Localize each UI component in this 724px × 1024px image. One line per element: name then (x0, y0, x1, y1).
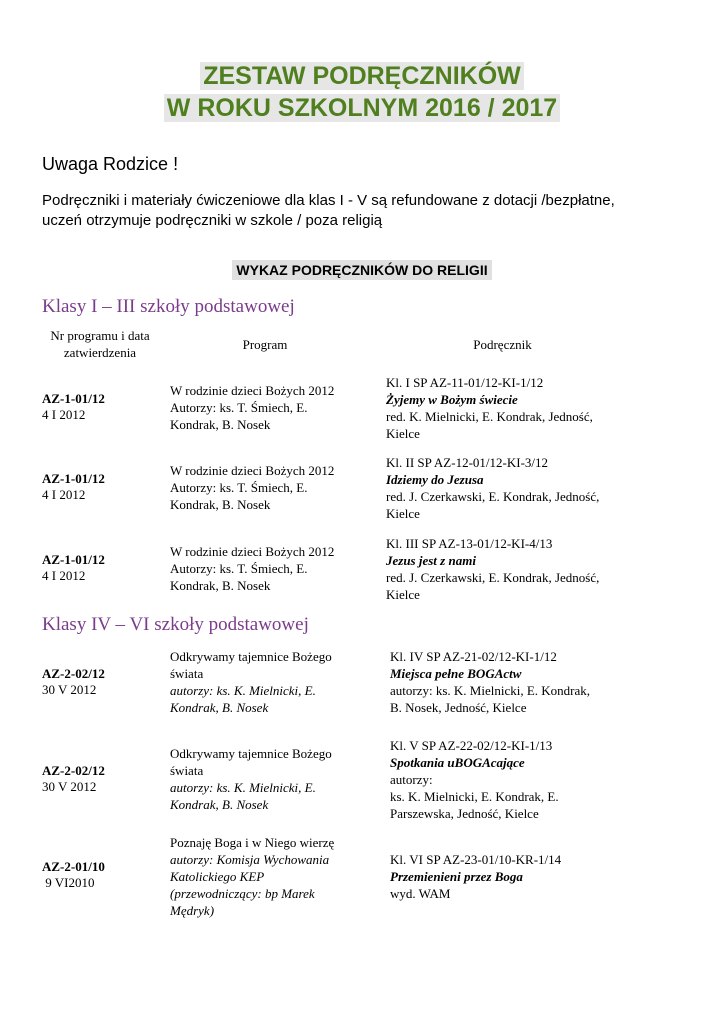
notice-line: uczeń otrzymuje podręczniki w szkole / poza religią (42, 212, 383, 229)
program-number: AZ-2-01/10 9 VI2010 (42, 859, 105, 890)
textbook-cell: Kl. I SP AZ-11-01/12-KI-1/12 Żyjemy w Bożym świecie red. K. Mielnicki, E. Kondrak, Jedność, Kielce (386, 375, 593, 441)
list-title: WYKAZ PODRĘCZNIKÓW DO RELIGII (0, 262, 724, 278)
header-textbook: Podręcznik (473, 337, 532, 352)
program-cell: W rodzinie dzieci Bożych 2012 Autorzy: ks. T. Śmiech, E. Kondrak, B. Nosek (170, 544, 335, 593)
notice-heading: Uwaga Rodzice ! (42, 154, 179, 174)
header-program-number: Nr programu i data zatwierdzenia (50, 328, 150, 360)
program-number: AZ-1-01/12 4 I 2012 (42, 391, 105, 422)
textbook-cell: Kl. VI SP AZ-23-01/10-KR-1/14 Przemienieni przez Boga wyd. WAM (390, 852, 562, 901)
notice-body (42, 191, 712, 231)
textbook-cell: Kl. IV SP AZ-21-02/12-KI-1/12 Miejsca pełne BOGActw autorzy: ks. K. Mielnicki, E. Kondrak, B. Nosek, Jedność, Kielce (390, 649, 591, 715)
notice-line: Podręczniki i materiały ćwiczeniowe dla klas I - V są refundowane z dotacji /bezpłatne, (42, 192, 615, 209)
program-cell: W rodzinie dzieci Bożych 2012 Autorzy: ks. T. Śmiech, E. Kondrak, B. Nosek (170, 383, 335, 432)
section-title-1-3: Klasy I – III szkoły podstawowej (42, 296, 295, 317)
section-title-4-6: Klasy IV – VI szkoły podstawowej (42, 614, 309, 635)
textbook-cell: Kl. III SP AZ-13-01/12-KI-4/13 Jezus jest z nami red. J. Czerkawski, E. Kondrak, Jedność, Kielce (386, 536, 600, 602)
program-number: AZ-1-01/12 4 I 2012 (42, 552, 105, 583)
title-line-2: W ROKU SZKOLNYM 2016 / 2017 (0, 92, 724, 124)
title-line-1: ZESTAW PODRĘCZNIKÓW (0, 60, 724, 92)
program-number: AZ-2-02/12 30 V 2012 (42, 763, 105, 794)
program-cell: Odkrywamy tajemnice Bożego świata autorzy: ks. K. Mielnicki, E. Kondrak, B. Nosek (170, 649, 332, 715)
header-program: Program (242, 337, 288, 352)
textbook-cell: Kl. II SP AZ-12-01/12-KI-3/12 Idziemy do Jezusa red. J. Czerkawski, E. Kondrak, Jedność, Kielce (386, 455, 600, 521)
program-cell: Poznaję Boga i w Niego wierzę autorzy: Komisja Wychowania Katolickiego KEP (przewodniczący: bp Marek Mędryk) (170, 835, 335, 918)
textbook-cell: Kl. V SP AZ-22-02/12-KI-1/13 Spotkania uBOGAcające autorzy: ks. K. Mielnicki, E. Kondrak, E. Parszewska, Jedność, Kielce (390, 738, 559, 821)
program-cell: W rodzinie dzieci Bożych 2012 Autorzy: ks. T. Śmiech, E. Kondrak, B. Nosek (170, 463, 335, 512)
program-cell: Odkrywamy tajemnice Bożego świata autorzy: ks. K. Mielnicki, E. Kondrak, B. Nosek (170, 746, 332, 812)
program-number: AZ-2-02/12 30 V 2012 (42, 666, 105, 697)
program-number: AZ-1-01/12 4 I 2012 (42, 471, 105, 502)
